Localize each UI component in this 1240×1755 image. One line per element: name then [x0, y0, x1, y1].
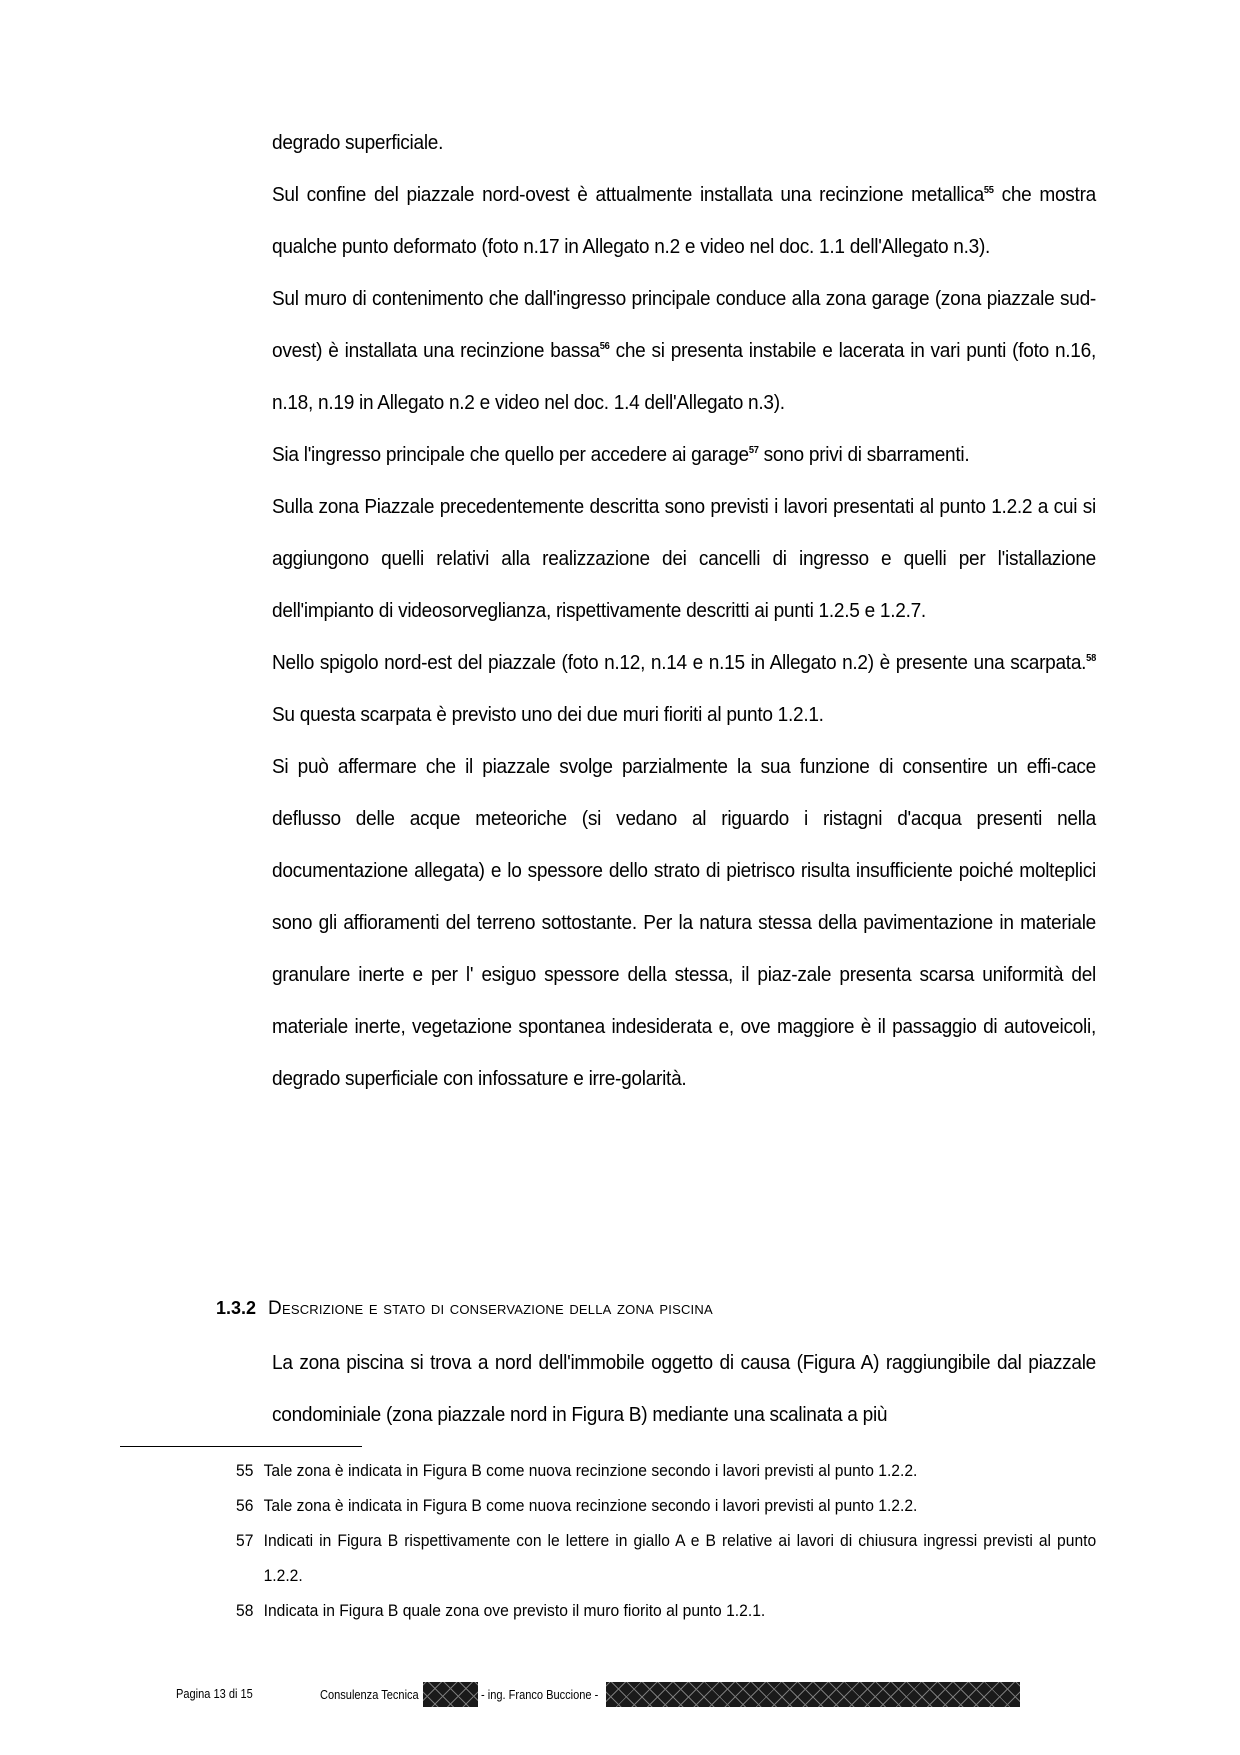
footnote	[236, 1523, 1096, 1593]
paragraph-text: Sul confine del piazzale nord-ovest è attualmente installata una recinzione metallica	[272, 183, 984, 206]
footnotes	[236, 1453, 1096, 1628]
paragraph-text: Si può affermare che il piazzale svolge parzialmente la sua funzione di consentire un effi-cace deflusso delle acque meteoriche (si vedano al riguardo i ristagni d'acqua presenti nella documentazione allegata) e lo spessore dello strato di pietrisco risulta insufficiente poiché molteplici sono gli affioramenti del terreno sottostante. Per la natura stessa della pavimentazione in materiale granulare inerte e per l' esiguo spessore della stessa, il piaz-zale presenta scarsa uniformità del materiale inerte, vegetazione spontanea indesiderata e, ove maggiore è il passaggio di autoveicoli, degrado superficiale con infossature e irre-golarità.	[272, 755, 1096, 1090]
footnote-text: Tale zona è indicata in Figura B come nuova recinzione secondo i lavori previsti al punto 1.2.2.	[263, 1496, 918, 1515]
paragraph-text: sono privi di sbarramenti.	[758, 443, 970, 466]
redaction-block	[606, 1682, 1020, 1707]
body-text	[272, 117, 1096, 1105]
footnote-reference: 56	[599, 341, 610, 352]
paragraph	[272, 481, 1096, 637]
paragraph	[272, 273, 1096, 429]
footnote-separator	[120, 1446, 362, 1447]
paragraph	[272, 637, 1096, 741]
footnote	[236, 1453, 1096, 1488]
footnote-text: Indicati in Figura B rispettivamente con le lettere in giallo A e B relative ai lavori di chiusura ingressi previsti al punto 1.2.2.	[263, 1531, 1097, 1585]
paragraph-text: che mostra qualche punto deformato (foto n.17 in Allegato n.2 e video nel doc. 1.1 dell'Allegato n.3).	[272, 183, 1096, 258]
footnote-reference: 55	[983, 185, 994, 196]
footer-author: - ing. Franco Buccione -	[481, 1687, 599, 1702]
footnote-number: 55	[236, 1461, 254, 1480]
redaction-block	[423, 1682, 478, 1707]
paragraph	[272, 429, 1096, 481]
paragraph-text: Sia l'ingresso principale che quello per accedere ai garage	[272, 443, 749, 466]
paragraph-text: che si presenta instabile e lacerata in vari punti (foto n.16, n.18, n.19 in Allegato n.2 e video nel doc. 1.4 dell'Allegato n.3).	[272, 339, 1096, 414]
section-body-text	[272, 1337, 1096, 1441]
paragraph-text: degrado superficiale.	[272, 131, 444, 154]
footnote	[236, 1488, 1096, 1523]
page-footer	[0, 1682, 1240, 1712]
paragraph	[272, 1337, 1096, 1441]
paragraph-text: Su questa scarpata è previsto uno dei due muri fioriti al punto 1.2.1.	[272, 703, 824, 726]
paragraph	[272, 169, 1096, 273]
footnote-text: Tale zona è indicata in Figura B come nuova recinzione secondo i lavori previsti al punto 1.2.2.	[263, 1461, 918, 1480]
footnote-number: 58	[236, 1601, 254, 1620]
footnote-text: Indicata in Figura B quale zona ove previsto il muro fiorito al punto 1.2.1.	[263, 1601, 766, 1620]
footer-page-number: Pagina 13 di 15	[176, 1686, 253, 1701]
paragraph-text: Nello spigolo nord-est del piazzale (foto n.12, n.14 e n.15 in Allegato n.2) è presente una scarpata.	[272, 651, 1087, 674]
section-heading	[216, 1298, 713, 1320]
footnote	[236, 1593, 1096, 1628]
footnote-reference: 58	[1086, 653, 1096, 664]
footnote-number: 56	[236, 1496, 254, 1515]
section-number: 1.3.2	[216, 1298, 257, 1318]
paragraph-text: Sulla zona Piazzale precedentemente descritta sono previsti i lavori presentati al punto 1.2.2 a cui si aggiungono quelli relativi alla realizzazione dei cancelli di ingresso e quelli per l'istallazione dell'impianto di videosorveglianza, rispettivamente descritti ai punti 1.2.5 e 1.2.7.	[272, 495, 1096, 622]
section-title: Descrizione e stato di conservazione della zona piscina	[268, 1298, 713, 1319]
footer-consulenza: Consulenza Tecnica	[320, 1687, 419, 1702]
footnote-number: 57	[236, 1531, 254, 1550]
paragraph	[272, 741, 1096, 1105]
footnote-reference: 57	[748, 445, 759, 456]
paragraph-text: La zona piscina si trova a nord dell'immobile oggetto di causa (Figura A) raggiungibile dal piazzale condominiale (zona piazzale nord in Figura B) mediante una scalinata a più	[272, 1351, 1096, 1426]
paragraph	[272, 117, 1096, 169]
paragraph-text: Sul muro di contenimento che dall'ingresso principale conduce alla zona garage (zona piazzale sud-ovest) è installata una recinzione bassa	[272, 287, 1096, 362]
